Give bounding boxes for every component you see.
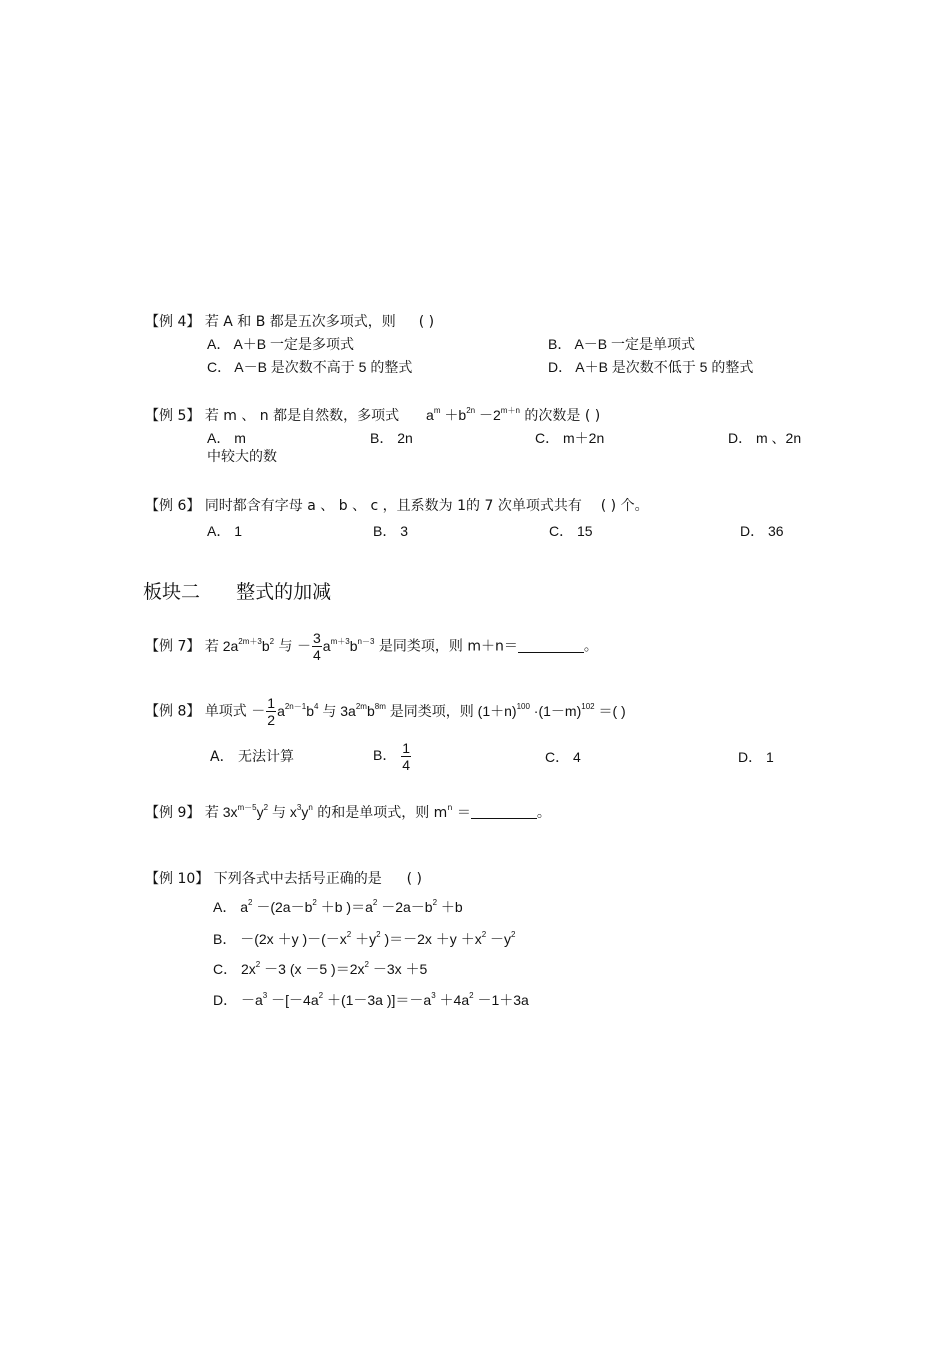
section-heading — [143, 580, 331, 604]
q8-label: 【例 8】 — [145, 703, 201, 720]
q10-stem-line — [145, 870, 422, 888]
q9-label: 【例 9】 — [145, 805, 201, 821]
q9-answer-blank — [471, 804, 537, 819]
q5-stem-line — [145, 406, 600, 425]
q6-stem-line — [145, 497, 649, 515]
q8-expr: $a^{2n-1}b^4$ 与 $3a^{2m}b^{8m}$ — [277, 701, 386, 719]
q7-expr-1: 若 $2a^{2m+3}b^2$ — [204, 636, 275, 654]
q8-option-c: C． 4 — [545, 749, 581, 765]
q4-label: 【例 4】 — [145, 314, 201, 330]
q8-fraction: $\frac{1}{2}$ — [267, 695, 276, 728]
section-number: 板块二 — [143, 581, 201, 603]
q6-paren: ( ) 个。 — [600, 498, 649, 514]
q7-answer-blank — [518, 638, 584, 653]
q10-option-a: A． $a^2 -(2a-b^2 +b$ )$=a^2 -2a-b^2 +b$ — [213, 898, 463, 915]
q4-stem: 若 A 和 B 都是五次多项式，则 — [204, 314, 396, 330]
q7-connector: 与 － — [274, 638, 311, 655]
q5-option-d: D． m 、2n — [728, 430, 802, 446]
q4-option-c: C． A－B 是次数不高于 5 的整式 — [207, 359, 413, 375]
q6-option-a: A． 1 — [207, 523, 243, 539]
q7-expr-2: $a^{m+3}b^{n-3}$ — [322, 636, 375, 654]
q10-label: 【例 10】 — [145, 871, 210, 887]
q4-paren: ( ) — [418, 314, 435, 330]
q6-label: 【例 6】 — [145, 498, 201, 514]
q7-line — [145, 630, 598, 663]
q10-option-b: B． －(2x ＋y )$-(-x^2 +y^2$ )$=-2x +y +x^2 -y^2$ — [213, 930, 516, 947]
q6-option-c: C． 15 — [549, 523, 593, 539]
q7-label: 【例 7】 — [145, 638, 201, 655]
q10-option-d: D． $-a^3 -[-4a^2 +(1-3a$ )]$=-a^3 +4a^2 -1+3a$ — [213, 991, 529, 1008]
q7-fraction: $\frac{3}{4}$ — [313, 630, 321, 663]
q8-option-a: A． 无法计算 — [210, 749, 295, 765]
q10-option-c: C． $2x^2 -3$ (x －5 )$=2x^2 -3x +5$ — [213, 960, 428, 977]
q6-option-b: B． 3 — [373, 523, 409, 539]
section-title: 整式的加减 — [236, 581, 332, 603]
q8-option-b: B． $\frac{1}{4}$ — [373, 740, 411, 773]
q8-option-d: D． 1 — [738, 749, 774, 765]
q4-option-b: B． A－B 一定是单项式 — [548, 336, 696, 352]
q7-tail: 是同类项，则 m＋n＝ — [374, 638, 518, 655]
q8-pre: 单项式 － — [204, 703, 266, 720]
q5-option-d-cont: 中较大的数 — [207, 449, 277, 465]
q9-end: 。 — [536, 805, 551, 821]
q8-option-b-fraction: $\frac{1}{4}$ — [402, 740, 411, 773]
q5-polynomial: $a^m +b^{2n} -2^{m+n}$ — [426, 406, 520, 423]
q4-option-a: A． A＋B 一定是多项式 — [207, 336, 355, 352]
q4-option-d: D． A＋B 是次数不低于 5 的整式 — [548, 359, 754, 375]
q5-option-c: C． m＋2n — [535, 430, 605, 446]
q9-tail: 的和是单项式，则 $m^n$ ＝ — [312, 803, 471, 821]
q10-stem: 下列各式中去括号正确的是 — [213, 871, 382, 887]
q8-tail: 是同类项，则 $(1+n)^{100} \cdot(1-m)^{102}$ ＝( ) — [385, 701, 626, 719]
q5-tail: 的次数是 — [524, 408, 581, 424]
q5-option-a: A． m — [207, 430, 246, 446]
q6-option-d: D． 36 — [740, 523, 784, 539]
q8-line — [145, 695, 626, 728]
q5-paren: ( ) — [584, 408, 601, 424]
q10-paren: ( ) — [406, 871, 422, 887]
q5-option-b: B． 2n — [370, 430, 413, 446]
q4-stem-line — [145, 313, 434, 331]
q9-expr: 若 $3x^{m-5}y^2$ 与 $x^3y^n$ — [204, 803, 313, 820]
q7-end: 。 — [583, 638, 598, 655]
q5-label: 【例 5】 — [145, 408, 201, 424]
q6-stem: 同时都含有字母 a 、 b 、 c ，且系数为 1的 7 次单项式共有 — [204, 498, 582, 514]
q5-stem: 若 m 、 n 都是自然数，多项式 — [204, 408, 400, 424]
q9-line — [145, 803, 551, 822]
